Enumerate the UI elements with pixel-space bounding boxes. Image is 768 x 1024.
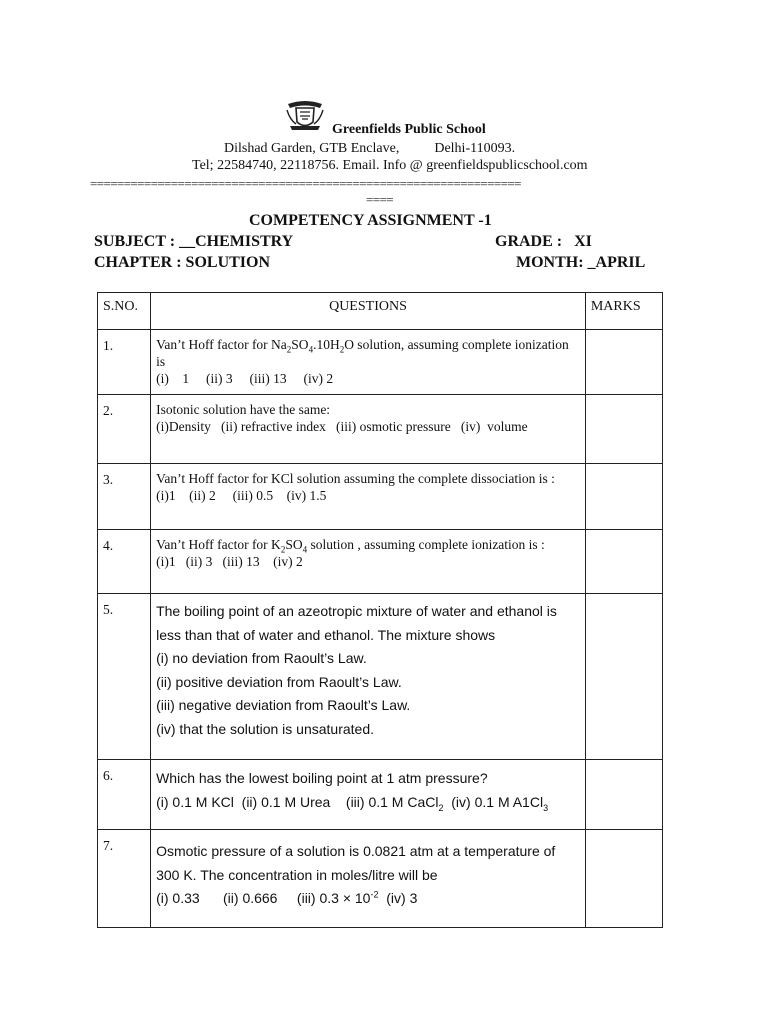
- marks-cell: [585, 464, 662, 530]
- marks-cell: [585, 830, 662, 928]
- assignment-title: COMPETENCY ASSIGNMENT -1: [249, 212, 492, 229]
- table-row: [98, 830, 663, 928]
- marks-cell: [585, 395, 662, 464]
- question-option: (iv) that the solution is unsaturated.: [156, 720, 374, 737]
- chapter-label: CHAPTER : SOLUTION: [94, 254, 271, 271]
- question-option: (iii) negative deviation from Raoult’s Law.: [156, 697, 411, 713]
- question-text: Van’t Hoff factor for $Na_2SO_4.10H_2O$ solution, assuming complete ionization is (i) 1 (ii) 3 (iii) 13 (iv) 2: [151, 330, 586, 395]
- month-label: MONTH: _APRIL: [516, 254, 646, 271]
- row-sno: 1.: [98, 330, 151, 395]
- row-sno: 5.: [98, 594, 151, 760]
- question-options: (i) 1 (ii) 3 (iii) 13 (iv) 2: [156, 371, 334, 386]
- header-questions: QUESTIONS: [151, 293, 586, 330]
- separator-line-continuation: ====: [366, 192, 393, 207]
- question-text: Osmotic pressure of a solution is 0.0821 atm at a temperature of 300 K. The concentration in moles/litre will be (i) 0.33 (ii) 0.666 (iii) $0.3 \times 10^{-2}$ (iv) 3: [151, 830, 586, 928]
- table-row: [98, 330, 663, 395]
- table-row: [98, 395, 663, 464]
- subject-label: SUBJECT : __CHEMISTRY: [94, 233, 294, 250]
- school-crest-icon: [284, 98, 326, 132]
- grade-label: GRADE : XI: [495, 233, 592, 250]
- marks-cell: [585, 594, 662, 760]
- school-contact: Tel; 22584740, 22118756. Email. Info @ greenfieldspublicschool.com: [192, 158, 588, 173]
- question-option: (i) no deviation from Raoult’s Law.: [156, 650, 367, 666]
- question-text: The boiling point of an azeotropic mixture of water and ethanol is less than that of water and ethanol. The mixture shows (i) no deviation from Raoult’s Law. (ii) positive deviation from Raoult’s Law. (iii) negative deviation from Raoult’s Law. (iv) that the solution is unsaturated.: [151, 594, 586, 760]
- marks-cell: [585, 330, 662, 395]
- question-options: (i) 0.1 M KCl (ii) 0.1 M Urea (iii) 0.1 M CaCl$_2$ (iv) 0.1 M $A1Cl_3$: [156, 793, 549, 813]
- question-options: (i)1 (ii) 3 (iii) 13 (iv) 2: [156, 554, 303, 569]
- question-options: (i)Density (ii) refractive index (iii) osmotic pressure (iv) volume: [156, 419, 528, 434]
- row-sno: 7.: [98, 830, 151, 928]
- marks-cell: [585, 760, 662, 830]
- table-row: [98, 530, 663, 594]
- separator-line: ================================================================: [90, 176, 521, 191]
- question-option: (ii) positive deviation from Raoult’s Law.: [156, 673, 402, 690]
- questions-table: [97, 292, 663, 928]
- question-text: Van’t Hoff factor for KCl solution assuming the complete dissociation is : (i)1 (ii) 2 (iii) 0.5 (iv) 1.5: [151, 464, 586, 530]
- row-sno: 6.: [98, 760, 151, 830]
- table-row: [98, 464, 663, 530]
- question-text: Isotonic solution have the same: (i)Density (ii) refractive index (iii) osmotic pressure (iv) volume: [151, 395, 586, 464]
- row-sno: 4.: [98, 530, 151, 594]
- question-options: (i) 0.33 (ii) 0.666 (iii) $0.3 \times 10^{-2}$ (iv) 3: [156, 889, 418, 906]
- table-row: [98, 760, 663, 830]
- header-sno: S.NO.: [98, 293, 151, 330]
- table-row: [98, 594, 663, 760]
- school-name: Greenfields Public School: [332, 122, 486, 137]
- row-sno: 3.: [98, 464, 151, 530]
- table-header-row: [98, 293, 663, 330]
- row-sno: 2.: [98, 395, 151, 464]
- question-text: Which has the lowest boiling point at 1 atm pressure? (i) 0.1 M KCl (ii) 0.1 M Urea (iii) 0.1 M CaCl$_2$ (iv) 0.1 M $A1Cl_3$: [151, 760, 586, 830]
- marks-cell: [585, 530, 662, 594]
- school-address: Dilshad Garden, GTB Enclave, Delhi-110093.: [224, 141, 516, 156]
- header-marks: MARKS: [585, 293, 662, 330]
- question-options: (i)1 (ii) 2 (iii) 0.5 (iv) 1.5: [156, 488, 327, 503]
- question-text: Van’t Hoff factor for $K_2SO_4$ solution , assuming complete ionization is : (i)1 (ii) 3 (iii) 13 (iv) 2: [151, 530, 586, 594]
